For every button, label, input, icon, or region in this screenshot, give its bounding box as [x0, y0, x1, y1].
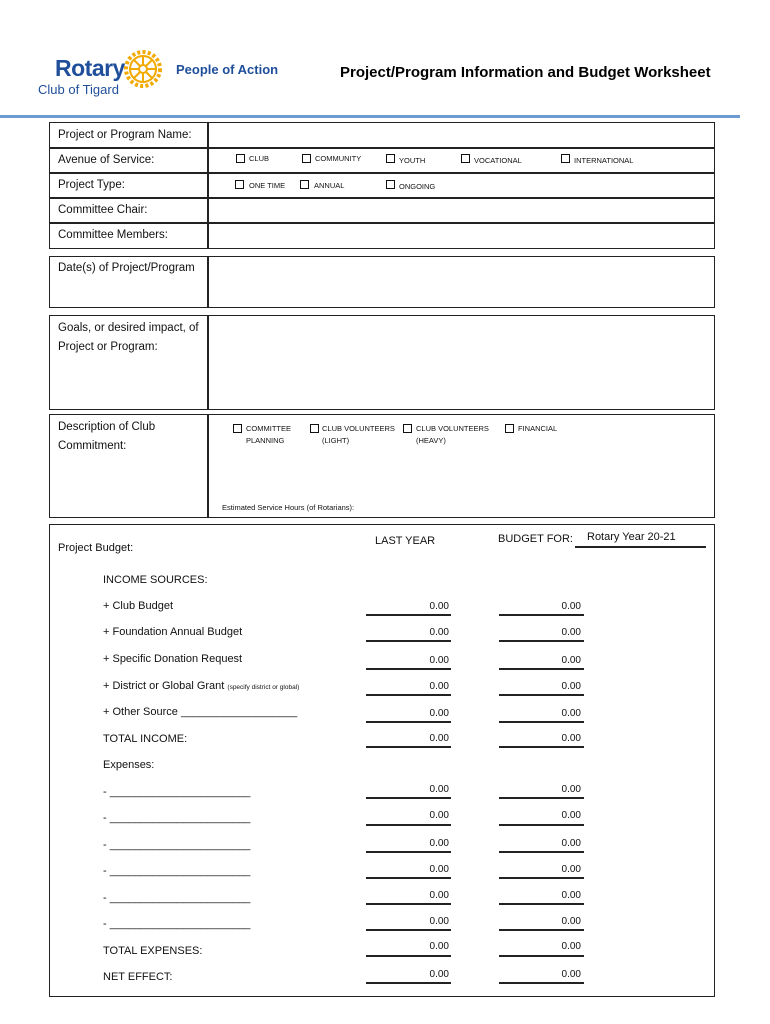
value-underline	[366, 877, 451, 879]
divider	[207, 414, 209, 518]
document-title: Project/Program Information and Budget Worksheet	[340, 64, 711, 81]
value-underline	[366, 721, 451, 723]
grant-label: + District or Global Grant	[103, 680, 225, 692]
income-row-label	[103, 680, 299, 692]
dates-label: Date(s) of Project/Program	[58, 262, 195, 274]
logo-rotary-text: Rotary	[55, 55, 125, 81]
committee-chair-label: Committee Chair:	[58, 204, 148, 216]
total-income-last-year[interactable]: 0.00	[429, 733, 449, 744]
option-line: COMMITTEE	[246, 424, 291, 433]
value-underline	[366, 982, 451, 984]
project-budget-label: Project Budget:	[58, 542, 134, 554]
description-label: Description of Club Commitment:	[58, 421, 156, 452]
expense-last-year-value[interactable]: 0.00	[429, 838, 449, 849]
value-underline	[499, 824, 584, 826]
expense-row-label: - _______________________	[103, 892, 251, 904]
value-underline	[499, 982, 584, 984]
international-option-label: INTERNATIONAL	[574, 156, 634, 165]
expense-last-year-value[interactable]: 0.00	[429, 890, 449, 901]
logo-club-name: Club of Tigard	[38, 82, 119, 97]
financial-label: FINANCIAL	[518, 424, 558, 433]
avenue-label: Avenue of Service:	[58, 154, 155, 166]
expense-budget-value[interactable]: 0.00	[561, 864, 581, 875]
expense-last-year-value[interactable]: 0.00	[429, 810, 449, 821]
expense-row-label: - _______________________	[103, 786, 251, 798]
value-underline	[366, 955, 451, 957]
one-time-option-label: ONE TIME	[249, 181, 286, 190]
expense-row-label: - _______________________	[103, 918, 251, 930]
value-underline	[366, 929, 451, 931]
expense-last-year-value[interactable]: 0.00	[429, 784, 449, 795]
project-name-label: Project or Program Name:	[58, 129, 192, 141]
net-effect-label: NET EFFECT:	[103, 971, 173, 983]
value-underline	[499, 797, 584, 799]
service-hours-label: Estimated Service Hours (of Rotarians):	[222, 503, 355, 512]
rotary-wheel-icon	[122, 48, 164, 90]
divider	[207, 315, 209, 410]
goals-input[interactable]	[210, 317, 713, 408]
committee-planning-checkbox[interactable]	[233, 424, 242, 433]
community-checkbox[interactable]	[302, 154, 311, 163]
value-underline	[499, 877, 584, 879]
club-option-label: CLUB	[249, 154, 270, 163]
youth-option-label: YOUTH	[399, 156, 426, 165]
international-checkbox[interactable]	[561, 154, 570, 163]
volunteers-light-checkbox[interactable]	[310, 424, 319, 433]
budget-for-header: BUDGET FOR:	[498, 533, 573, 545]
dates-input[interactable]	[210, 258, 713, 306]
value-underline	[499, 721, 584, 723]
income-last-year-value[interactable]: 0.00	[429, 627, 449, 638]
project-name-input[interactable]	[210, 124, 713, 146]
total-expenses-last-year[interactable]: 0.00	[429, 941, 449, 952]
income-row-label: + Club Budget	[103, 600, 174, 612]
option-line: CLUB VOLUNTEERS	[322, 424, 395, 433]
financial-checkbox[interactable]	[505, 424, 514, 433]
budget-year-value[interactable]: Rotary Year 20-21	[587, 531, 676, 543]
ongoing-option-label: ONGOING	[399, 182, 436, 191]
income-budget-value[interactable]: 0.00	[561, 601, 581, 612]
expenses-heading: Expenses:	[103, 759, 155, 771]
expense-budget-value[interactable]: 0.00	[561, 838, 581, 849]
total-income-label: TOTAL INCOME:	[103, 733, 188, 745]
value-underline	[499, 694, 584, 696]
income-row-label: + Foundation Annual Budget	[103, 626, 243, 638]
volunteers-heavy-label	[416, 423, 489, 447]
income-budget-value[interactable]: 0.00	[561, 655, 581, 666]
income-budget-value[interactable]: 0.00	[561, 627, 581, 638]
annual-option-label: ANNUAL	[314, 181, 345, 190]
last-year-header: LAST YEAR	[375, 535, 436, 547]
expense-row-label: - _______________________	[103, 839, 251, 851]
vocational-option-label: VOCATIONAL	[474, 156, 522, 165]
value-underline	[366, 694, 451, 696]
expense-budget-value[interactable]: 0.00	[561, 916, 581, 927]
budget-year-underline	[575, 546, 706, 548]
club-checkbox[interactable]	[236, 154, 245, 163]
income-last-year-value[interactable]: 0.00	[429, 655, 449, 666]
committee-members-input[interactable]	[210, 224, 713, 247]
value-underline	[366, 903, 451, 905]
divider	[49, 172, 715, 174]
goals-label: Goals, or desired impact, of Project or Program:	[58, 322, 199, 353]
option-line: (LIGHT)	[322, 436, 350, 445]
divider	[49, 147, 715, 149]
committee-chair-input[interactable]	[210, 199, 713, 221]
value-underline	[366, 668, 451, 670]
value-underline	[499, 614, 584, 616]
value-underline	[499, 955, 584, 957]
expense-row-label: - _______________________	[103, 865, 251, 877]
tagline: People of Action	[176, 62, 279, 77]
vocational-checkbox[interactable]	[461, 154, 470, 163]
option-line: CLUB VOLUNTEERS	[416, 424, 489, 433]
value-underline	[366, 640, 451, 642]
value-underline	[499, 851, 584, 853]
grant-note: (specify district or global)	[227, 684, 300, 691]
total-expenses-label: TOTAL EXPENSES:	[103, 945, 203, 957]
value-underline	[499, 903, 584, 905]
expense-last-year-value[interactable]: 0.00	[429, 864, 449, 875]
expense-budget-value[interactable]: 0.00	[561, 810, 581, 821]
expense-budget-value[interactable]: 0.00	[561, 784, 581, 795]
value-underline	[499, 640, 584, 642]
one-time-checkbox[interactable]	[235, 180, 244, 189]
divider	[207, 256, 209, 308]
value-underline	[366, 797, 451, 799]
project-type-label: Project Type:	[58, 179, 125, 191]
header-divider	[0, 115, 740, 118]
youth-checkbox[interactable]	[386, 154, 395, 163]
income-last-year-value[interactable]: 0.00	[429, 601, 449, 612]
total-expenses-budget[interactable]: 0.00	[561, 941, 581, 952]
income-heading: INCOME SOURCES:	[103, 574, 208, 586]
value-underline	[366, 746, 451, 748]
value-underline	[499, 746, 584, 748]
expense-row-label: - _______________________	[103, 812, 251, 824]
volunteers-light-label	[322, 423, 395, 447]
community-option-label: COMMUNITY	[315, 154, 362, 163]
option-line: PLANNING	[246, 436, 285, 445]
option-line: (HEAVY)	[416, 436, 446, 445]
income-row-label: + Other Source ___________________	[103, 706, 298, 718]
value-underline	[366, 851, 451, 853]
income-budget-value[interactable]: 0.00	[561, 681, 581, 692]
income-budget-value[interactable]: 0.00	[561, 708, 581, 719]
income-last-year-value[interactable]: 0.00	[429, 681, 449, 692]
volunteers-heavy-checkbox[interactable]	[403, 424, 412, 433]
ongoing-checkbox[interactable]	[386, 180, 395, 189]
value-underline	[499, 668, 584, 670]
annual-checkbox[interactable]	[300, 180, 309, 189]
divider	[207, 122, 209, 249]
total-income-budget[interactable]: 0.00	[561, 733, 581, 744]
expense-budget-value[interactable]: 0.00	[561, 890, 581, 901]
net-effect-budget[interactable]: 0.00	[561, 969, 581, 980]
value-underline	[499, 929, 584, 931]
net-effect-last-year[interactable]: 0.00	[429, 969, 449, 980]
expense-last-year-value[interactable]: 0.00	[429, 916, 449, 927]
committee-members-label: Committee Members:	[58, 229, 168, 241]
committee-planning-label	[246, 423, 291, 447]
value-underline	[366, 824, 451, 826]
income-last-year-value[interactable]: 0.00	[429, 708, 449, 719]
income-row-label: + Specific Donation Request	[103, 653, 243, 665]
value-underline	[366, 614, 451, 616]
